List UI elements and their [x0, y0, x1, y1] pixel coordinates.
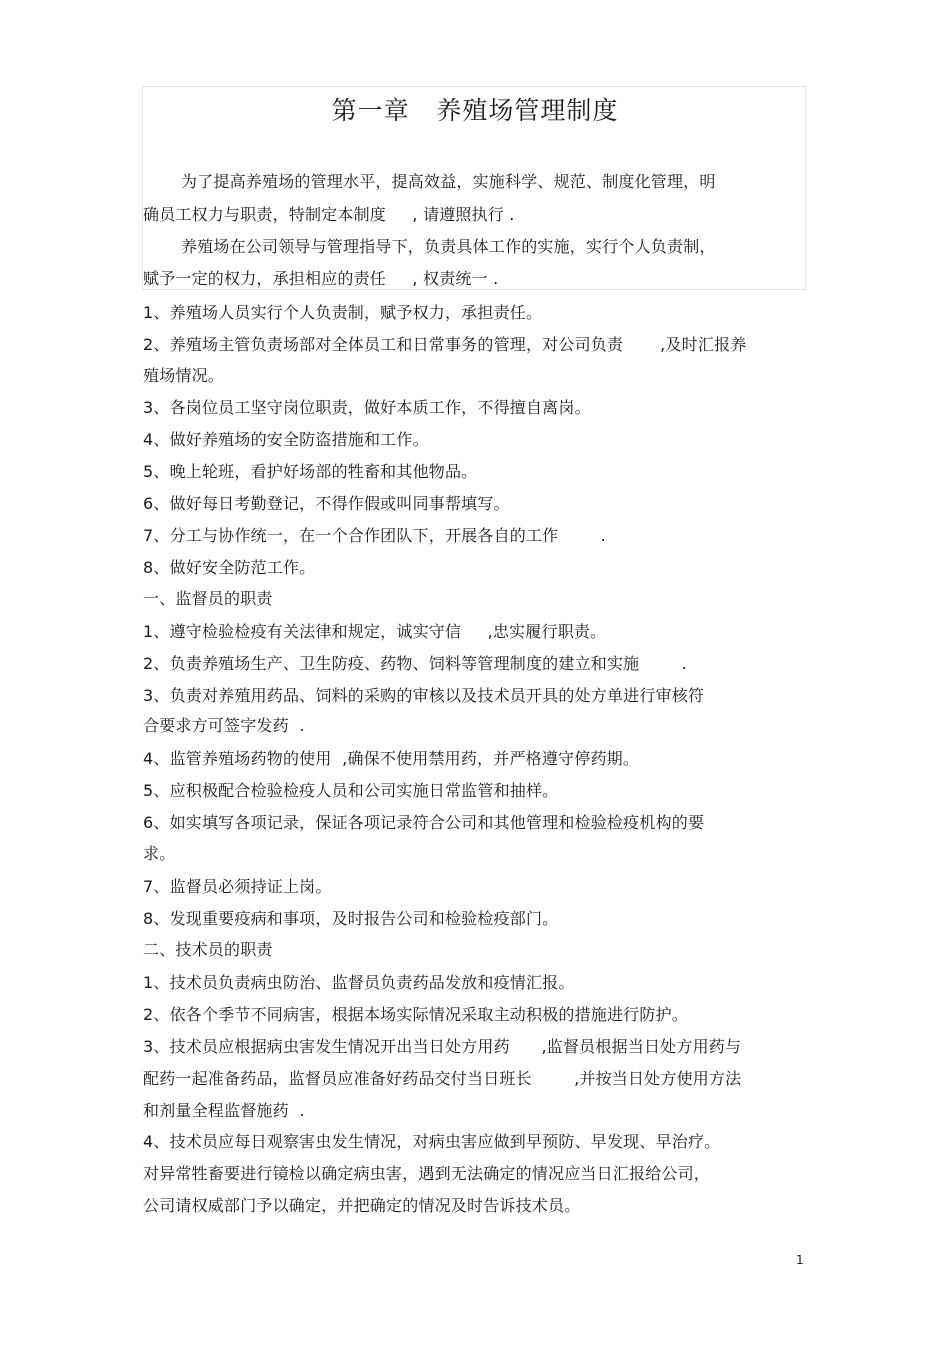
- supervisor-item: 4、监管养殖场药物的使用 ,确保不使用禁用药，并严格遵守停药期。: [143, 749, 640, 768]
- section-heading-technician: 二、技术员的职责: [143, 940, 273, 959]
- supervisor-item: 5、应积极配合检验检疫人员和公司实施日常监管和抽样。: [143, 781, 559, 800]
- section-heading-supervisor: 一、监督员的职责: [143, 589, 273, 608]
- technician-item: 1、技术员负责病虫防治、监督员负责药品发放和疫情汇报。: [143, 973, 575, 992]
- supervisor-item: 合要求方可签字发药 .: [143, 716, 305, 735]
- rule-item: 殖场情况。: [143, 366, 225, 385]
- technician-item: 4、技术员应每日观察害虫发生情况，对病虫害应做到早预防、早发现、早治疗。: [143, 1132, 721, 1151]
- intro-line: 确员工权力与职责，特制定本制度 , 请遵照执行 .: [143, 205, 515, 224]
- supervisor-item: 7、监督员必须持证上岗。: [143, 877, 332, 896]
- technician-item: 配药一起准备药品，监督员应准备好药品交付当日班长 ,并按当日处方使用方法: [143, 1069, 742, 1088]
- intro-line: 为了提高养殖场的管理水平，提高效益，实施科学、规范、制度化管理，明: [181, 172, 716, 191]
- rule-item: 3、各岗位员工坚守岗位职责，做好本质工作，不得擅自离岗。: [143, 398, 591, 417]
- rule-item: 1、养殖场人员实行个人负责制，赋予权力，承担责任。: [143, 303, 543, 322]
- technician-item: 2、依各个季节不同病害，根据本场实际情况采取主动积极的措施进行防护。: [143, 1005, 688, 1024]
- supervisor-item: 求。: [143, 844, 176, 863]
- technician-item: 3、技术员应根据病虫害发生情况开出当日处方用药 ,监督员根据当日处方用药与: [143, 1037, 742, 1056]
- supervisor-item: 2、负责养殖场生产、卫生防疫、药物、饲料等管理制度的建立和实施 .: [143, 654, 687, 673]
- page-number: 1: [796, 1253, 804, 1267]
- supervisor-item: 6、如实填写各项记录，保证各项记录符合公司和其他管理和检验检疫机构的要: [143, 813, 705, 832]
- rule-item: 7、分工与协作统一，在一个合作团队下，开展各自的工作 .: [143, 526, 606, 545]
- technician-item: 公司请权威部门予以确定，并把确定的情况及时告诉技术员。: [143, 1196, 581, 1215]
- rule-item: 5、晚上轮班，看护好场部的牲畜和其他物品。: [143, 462, 478, 481]
- intro-line: 养殖场在公司领导与管理指导下，负责具体工作的实施，实行个人负责制，: [181, 237, 716, 256]
- rule-item: 2、养殖场主管负责场部对全体员工和日常事务的管理，对公司负责 ,及时汇报养: [143, 335, 747, 354]
- rule-item: 4、做好养殖场的安全防盗措施和工作。: [143, 430, 429, 449]
- supervisor-item: 1、遵守检验检疫有关法律和规定，诚实守信 ,忠实履行职责。: [143, 622, 607, 641]
- technician-item: 对异常牲畜要进行镜检以确定病虫害，遇到无法确定的情况应当日汇报给公司，: [143, 1164, 711, 1183]
- supervisor-item: 3、负责对养殖用药品、饲料的采购的审核以及技术员开具的处方单进行审核符: [143, 686, 705, 705]
- rule-item: 6、做好每日考勤登记，不得作假或叫同事帮填写。: [143, 494, 510, 513]
- technician-item: 和剂量全程监督施药 .: [143, 1101, 305, 1120]
- supervisor-item: 8、发现重要疫病和事项，及时报告公司和检验检疫部门。: [143, 909, 559, 928]
- page-title: 第一章 养殖场管理制度: [331, 96, 619, 125]
- intro-line: 赋予一定的权力，承担相应的责任 , 权责统一 .: [143, 269, 499, 288]
- rule-item: 8、做好安全防范工作。: [143, 558, 316, 577]
